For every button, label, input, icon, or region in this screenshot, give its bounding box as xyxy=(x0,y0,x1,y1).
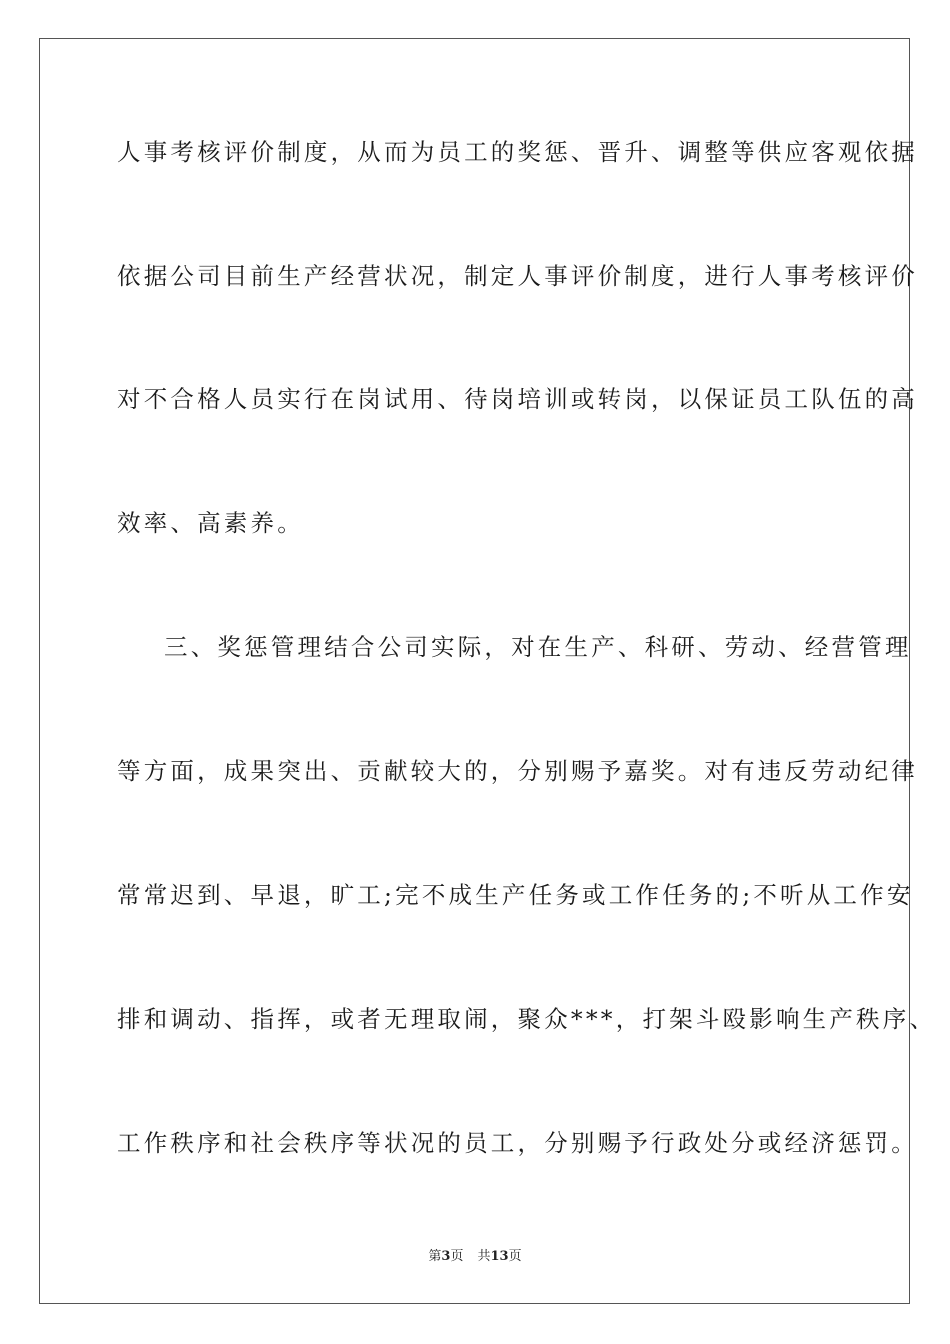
page-footer xyxy=(0,1248,950,1266)
total-pages: 13 xyxy=(490,1249,509,1264)
text-line-paragraph-start: 三、奖惩管理结合公司实际，对在生产、科研、劳动、经营管理 xyxy=(164,633,912,661)
text-line: 工作秩序和社会秩序等状况的员工，分别赐予行政处分或经济惩罚。 xyxy=(117,1129,918,1157)
page-suffix: 页 xyxy=(450,1249,464,1264)
text-line: 效率、高素养。 xyxy=(117,509,304,537)
total-prefix: 共 xyxy=(477,1249,491,1264)
text-line: 人事考核评价制度，从而为员工的奖惩、晋升、调整等供应客观依据 xyxy=(117,138,918,166)
total-suffix: 页 xyxy=(508,1249,522,1264)
text-line: 等方面，成果突出、贡献较大的，分别赐予嘉奖。对有违反劳动纪律 xyxy=(117,757,918,785)
page-prefix: 第 xyxy=(428,1249,442,1264)
text-line: 常常迟到、早退，旷工;完不成生产任务或工作任务的;不听从工作安 xyxy=(117,881,914,909)
page-number: 3 xyxy=(441,1249,451,1264)
text-line: 对不合格人员实行在岗试用、待岗培训或转岗，以保证员工队伍的高 xyxy=(117,385,918,413)
page-border xyxy=(39,38,937,1304)
text-line: 排和调动、指挥，或者无理取闹，聚众***，打架斗殴影响生产秩序、 xyxy=(117,1005,937,1033)
text-line: 依据公司目前生产经营状况，制定人事评价制度，进行人事考核评价 xyxy=(117,262,918,290)
